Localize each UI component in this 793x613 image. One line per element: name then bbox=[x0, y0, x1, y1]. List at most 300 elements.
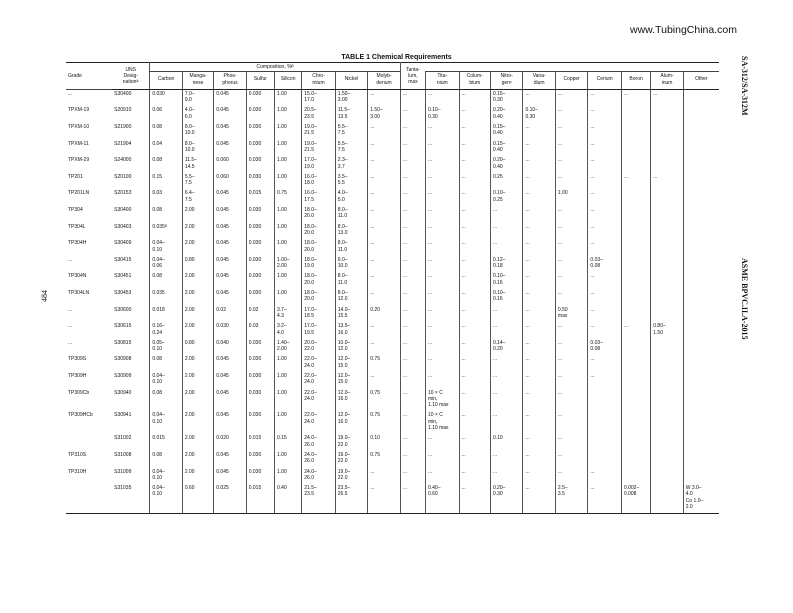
value-cell: ... bbox=[523, 189, 555, 206]
value-cell: 0.04– 0.10 bbox=[150, 484, 182, 514]
value-cell: 0.030 bbox=[246, 389, 274, 412]
value-cell: 11.5– 13.5 bbox=[335, 106, 367, 123]
value-cell: ... bbox=[523, 89, 555, 106]
value-cell: 2.00 bbox=[182, 434, 213, 451]
value-cell: 23.5– 26.5 bbox=[335, 484, 367, 514]
value-cell: 2.00 bbox=[182, 272, 213, 289]
value-cell: ... bbox=[400, 206, 425, 223]
value-cell: 3.7– 4.3 bbox=[275, 306, 302, 323]
value-cell: ... bbox=[368, 206, 401, 223]
value-cell: 0.045 bbox=[214, 272, 246, 289]
value-cell: 2.00 bbox=[182, 206, 213, 223]
value-cell: ... bbox=[459, 484, 490, 514]
value-cell: ... bbox=[490, 223, 522, 240]
table-row bbox=[66, 173, 719, 190]
value-cell: ... bbox=[400, 223, 425, 240]
value-cell: ... bbox=[459, 89, 490, 106]
grade-cell bbox=[66, 484, 112, 514]
table-row bbox=[66, 322, 719, 339]
value-cell: 18.0– 19.0 bbox=[302, 256, 336, 273]
value-cell: 0.015 bbox=[246, 434, 274, 451]
value-cell: ... bbox=[425, 189, 459, 206]
value-cell bbox=[683, 256, 719, 273]
value-cell: ... bbox=[400, 355, 425, 372]
value-cell: ... bbox=[400, 89, 425, 106]
value-cell: ... bbox=[523, 272, 555, 289]
value-cell: 20.0– 22.0 bbox=[302, 339, 336, 356]
value-cell: ... bbox=[400, 451, 425, 468]
value-cell: 2.00 bbox=[182, 372, 213, 389]
value-cell: ... bbox=[555, 322, 587, 339]
value-cell: 0.030 bbox=[246, 223, 274, 240]
value-cell: 0.75 bbox=[368, 389, 401, 412]
value-cell: 0.08 bbox=[150, 451, 182, 468]
column-header: Cerium bbox=[588, 72, 622, 90]
value-cell: ... bbox=[523, 123, 555, 140]
value-cell: 0.80 bbox=[182, 339, 213, 356]
value-cell: ... bbox=[621, 89, 650, 106]
value-cell: 1.00 bbox=[275, 389, 302, 412]
value-cell: ... bbox=[368, 272, 401, 289]
value-cell: ... bbox=[490, 451, 522, 468]
value-cell: 0.08 bbox=[150, 123, 182, 140]
value-cell: ... bbox=[400, 189, 425, 206]
value-cell bbox=[683, 411, 719, 434]
value-cell bbox=[588, 389, 622, 412]
value-cell bbox=[651, 484, 683, 514]
value-cell: 16.0– 17.5 bbox=[302, 189, 336, 206]
value-cell: 19.0– 22.0 bbox=[335, 468, 367, 485]
value-cell: 17.0– 19.0 bbox=[302, 156, 336, 173]
value-cell: 8.0– 11.0 bbox=[335, 239, 367, 256]
value-cell: 8.0– 11.0 bbox=[335, 206, 367, 223]
value-cell: 0.045 bbox=[214, 189, 246, 206]
grade-cell: TPXM-29 bbox=[68, 157, 90, 164]
value-cell: ... bbox=[588, 272, 622, 289]
table-row bbox=[66, 223, 719, 240]
grade-cell: ... bbox=[68, 256, 73, 263]
value-cell bbox=[651, 156, 683, 173]
value-cell: ... bbox=[368, 89, 401, 106]
value-cell: 4.0– 5.0 bbox=[335, 189, 367, 206]
table-row bbox=[66, 206, 719, 223]
uns-cell: S30400 bbox=[114, 207, 132, 214]
value-cell bbox=[683, 434, 719, 451]
value-cell: 12.0– 16.0 bbox=[335, 389, 367, 412]
table-row bbox=[66, 272, 719, 289]
value-cell: 0.030 bbox=[246, 451, 274, 468]
value-cell bbox=[683, 173, 719, 190]
value-cell: 8.0– 10.0 bbox=[182, 123, 213, 140]
value-cell: 0.03 bbox=[150, 189, 182, 206]
value-cell bbox=[683, 451, 719, 468]
column-header: Sulfur bbox=[246, 72, 274, 90]
uns-cell: S30600 bbox=[114, 306, 132, 313]
grade-cell: TP304H bbox=[68, 240, 87, 247]
value-cell bbox=[651, 206, 683, 223]
value-cell: 0.04– 0.10 bbox=[150, 239, 182, 256]
uns-cell: S30451 bbox=[114, 273, 132, 280]
value-cell: 0.045 bbox=[214, 123, 246, 140]
value-cell: 4.0– 6.0 bbox=[182, 106, 213, 123]
value-cell: 0.03 bbox=[246, 322, 274, 339]
grade-cell: ... bbox=[68, 323, 73, 330]
value-cell: ... bbox=[459, 156, 490, 173]
value-cell: 0.20 bbox=[368, 306, 401, 323]
value-cell: ... bbox=[425, 434, 459, 451]
value-cell bbox=[651, 451, 683, 468]
value-cell: ... bbox=[555, 140, 587, 157]
value-cell bbox=[621, 372, 650, 389]
value-cell bbox=[651, 256, 683, 273]
value-cell: ... bbox=[459, 140, 490, 157]
uns-cell: S31009 bbox=[114, 468, 132, 475]
grade-cell: TP309Cb bbox=[68, 389, 90, 396]
value-cell: 15.0– 17.0 bbox=[302, 89, 336, 106]
value-cell: 0.20– 0.40 bbox=[490, 156, 522, 173]
value-cell: ... bbox=[555, 106, 587, 123]
value-cell: 0.045 bbox=[214, 206, 246, 223]
value-cell: ... bbox=[555, 239, 587, 256]
value-cell: ... bbox=[425, 239, 459, 256]
value-cell: ... bbox=[400, 239, 425, 256]
value-cell bbox=[683, 223, 719, 240]
value-cell: 0.02 bbox=[214, 306, 246, 323]
value-cell: ... bbox=[400, 484, 425, 514]
value-cell: ... bbox=[425, 206, 459, 223]
grade-cell: TP304N bbox=[68, 273, 87, 280]
value-cell: ... bbox=[459, 223, 490, 240]
uns-cell: S30908 bbox=[114, 356, 132, 363]
value-cell: 0.08 bbox=[150, 206, 182, 223]
value-cell bbox=[621, 189, 650, 206]
grade-cell: TP304LN bbox=[68, 290, 90, 297]
value-cell: 0.50 max bbox=[555, 306, 587, 323]
table-header bbox=[66, 63, 719, 90]
value-cell: ... bbox=[588, 484, 622, 514]
value-cell: ... bbox=[425, 256, 459, 273]
value-cell: ... bbox=[400, 434, 425, 451]
value-cell: 0.035ᴰ bbox=[150, 223, 182, 240]
value-cell: 2.00 bbox=[182, 451, 213, 468]
value-cell: 0.08 bbox=[150, 272, 182, 289]
grade-cell: TPXM-19 bbox=[68, 107, 90, 114]
value-cell: 0.80 bbox=[182, 256, 213, 273]
value-cell: 17.0– 19.5 bbox=[302, 322, 336, 339]
value-cell: 0.10– 0.25 bbox=[490, 189, 522, 206]
value-cell: 0.030 bbox=[246, 239, 274, 256]
value-cell bbox=[651, 189, 683, 206]
value-cell: 0.15 bbox=[150, 173, 182, 190]
value-cell: ... bbox=[459, 256, 490, 273]
uns-cell: S24000 bbox=[114, 157, 132, 164]
value-cell: ... bbox=[523, 372, 555, 389]
value-cell bbox=[588, 434, 622, 451]
value-cell: ... bbox=[425, 322, 459, 339]
table-row bbox=[66, 468, 719, 485]
value-cell: 2.00 bbox=[182, 239, 213, 256]
value-cell: 9.0– 10.0 bbox=[335, 256, 367, 273]
value-cell: ... bbox=[523, 389, 555, 412]
value-cell bbox=[621, 140, 650, 157]
value-cell: ... bbox=[368, 189, 401, 206]
value-cell: ... bbox=[588, 173, 622, 190]
value-cell: 1.00– 2.00 bbox=[275, 256, 302, 273]
value-cell: ... bbox=[459, 239, 490, 256]
value-cell bbox=[683, 468, 719, 485]
value-cell: ... bbox=[523, 223, 555, 240]
value-cell: 19.0– 21.5 bbox=[302, 140, 336, 157]
value-cell bbox=[683, 306, 719, 323]
value-cell bbox=[651, 272, 683, 289]
value-cell bbox=[683, 123, 719, 140]
value-cell: ... bbox=[400, 306, 425, 323]
uns-cell: S30615 bbox=[114, 323, 132, 330]
column-header: Vana- dium bbox=[523, 72, 555, 90]
value-cell: ... bbox=[425, 156, 459, 173]
value-cell: 3.2– 4.0 bbox=[275, 322, 302, 339]
value-cell: 18.0– 20.0 bbox=[302, 223, 336, 240]
value-cell: ... bbox=[523, 206, 555, 223]
column-header: Other bbox=[683, 72, 719, 90]
value-cell: ... bbox=[555, 411, 587, 434]
value-cell: 2.00 bbox=[182, 389, 213, 412]
value-cell: 0.04 bbox=[150, 140, 182, 157]
value-cell: ... bbox=[368, 372, 401, 389]
value-cell: ... bbox=[523, 322, 555, 339]
uns-cell: S30941 bbox=[114, 412, 132, 419]
value-cell: 22.0– 24.0 bbox=[302, 411, 336, 434]
column-header: Alum- inum bbox=[651, 72, 683, 90]
value-cell: 1.40– 2.00 bbox=[275, 339, 302, 356]
value-cell bbox=[683, 355, 719, 372]
value-cell bbox=[683, 189, 719, 206]
value-cell: 0.03– 0.08 bbox=[588, 339, 622, 356]
value-cell: 0.015 bbox=[150, 434, 182, 451]
value-cell: 2.00 bbox=[182, 306, 213, 323]
value-cell bbox=[683, 239, 719, 256]
value-cell: ... bbox=[523, 484, 555, 514]
table-row bbox=[66, 434, 719, 451]
grade-header: Grade bbox=[66, 63, 112, 90]
value-cell: 0.25 bbox=[490, 173, 522, 190]
value-cell: 1.00 bbox=[275, 355, 302, 372]
value-cell: 2.00 bbox=[182, 468, 213, 485]
value-cell: ... bbox=[523, 173, 555, 190]
value-cell: ... bbox=[368, 123, 401, 140]
value-cell: ... bbox=[490, 372, 522, 389]
uns-cell: S30453 bbox=[114, 290, 132, 297]
value-cell: ... bbox=[425, 468, 459, 485]
value-cell: 24.0– 26.0 bbox=[302, 451, 336, 468]
grade-cell: TP310H bbox=[68, 468, 87, 475]
value-cell: ... bbox=[651, 173, 683, 190]
value-cell: ... bbox=[400, 156, 425, 173]
value-cell: 0.75 bbox=[368, 355, 401, 372]
value-cell bbox=[651, 389, 683, 412]
column-header: Carbon bbox=[150, 72, 182, 90]
value-cell: 0.04– 0.10 bbox=[150, 372, 182, 389]
value-cell: 0.030 bbox=[246, 256, 274, 273]
table-row bbox=[66, 411, 719, 434]
value-cell: ... bbox=[490, 322, 522, 339]
value-cell: 22.0– 24.0 bbox=[302, 355, 336, 372]
value-cell: 0.15– 0.30 bbox=[490, 89, 522, 106]
value-cell: ... bbox=[459, 355, 490, 372]
uns-cell: S30409 bbox=[114, 240, 132, 247]
value-cell: ... bbox=[523, 306, 555, 323]
value-cell: 0.40 bbox=[275, 484, 302, 514]
value-cell: 0.045 bbox=[214, 140, 246, 157]
table-row bbox=[66, 239, 719, 256]
column-header: Nickel bbox=[335, 72, 367, 90]
spec-designation: SA-312/SA-312M bbox=[740, 56, 749, 116]
grade-cell: TP310S bbox=[68, 451, 87, 458]
chemical-requirements-table bbox=[66, 62, 719, 514]
value-cell: 0.045 bbox=[214, 106, 246, 123]
value-cell: ... bbox=[555, 223, 587, 240]
value-cell: ... bbox=[490, 239, 522, 256]
value-cell: 0.030 bbox=[246, 372, 274, 389]
value-cell: ... bbox=[523, 140, 555, 157]
value-cell bbox=[651, 434, 683, 451]
value-cell: 0.75 bbox=[368, 411, 401, 434]
value-cell bbox=[621, 223, 650, 240]
grade-cell bbox=[66, 434, 112, 451]
value-cell: 8.0– 11.0 bbox=[335, 272, 367, 289]
value-cell: ... bbox=[523, 256, 555, 273]
uns-header: UNS Desig- nationᴬ bbox=[112, 63, 150, 90]
value-cell bbox=[621, 355, 650, 372]
value-cell: ... bbox=[400, 123, 425, 140]
value-cell: 2.00 bbox=[182, 411, 213, 434]
uns-cell: S20910 bbox=[114, 107, 132, 114]
uns-cell: S30403 bbox=[114, 223, 132, 230]
value-cell: 0.045 bbox=[214, 372, 246, 389]
value-cell bbox=[621, 289, 650, 306]
table-row bbox=[66, 339, 719, 356]
value-cell bbox=[683, 106, 719, 123]
value-cell: ... bbox=[400, 322, 425, 339]
column-header: Colum- bium bbox=[459, 72, 490, 90]
value-cell: 18.0– 20.0 bbox=[302, 289, 336, 306]
value-cell: 18.0– 20.0 bbox=[302, 206, 336, 223]
uns-cell: S31035 bbox=[112, 484, 150, 514]
value-cell: ... bbox=[368, 484, 401, 514]
uns-cell: S30909 bbox=[114, 372, 132, 379]
value-cell: ... bbox=[400, 372, 425, 389]
value-cell: 1.00 bbox=[275, 272, 302, 289]
value-cell: W 3.0– 4.0 Co 1.0– 2.0 bbox=[683, 484, 719, 514]
value-cell: 0.08 bbox=[150, 389, 182, 412]
value-cell: 0.75 bbox=[275, 189, 302, 206]
value-cell: ... bbox=[490, 468, 522, 485]
value-cell: 1.00 bbox=[275, 372, 302, 389]
uns-cell: S20100 bbox=[114, 173, 132, 180]
uns-cell: S20153 bbox=[114, 190, 132, 197]
value-cell: ... bbox=[555, 123, 587, 140]
value-cell: ... bbox=[425, 289, 459, 306]
grade-cell: ... bbox=[68, 306, 73, 313]
value-cell bbox=[621, 206, 650, 223]
value-cell: 0.10– 0.30 bbox=[523, 106, 555, 123]
value-cell: 0.10 bbox=[490, 434, 522, 451]
value-cell: 0.018 bbox=[150, 306, 182, 323]
value-cell: ... bbox=[555, 372, 587, 389]
value-cell bbox=[683, 89, 719, 106]
value-cell: 11.5– 14.5 bbox=[182, 156, 213, 173]
value-cell: 5.5– 7.5 bbox=[182, 173, 213, 190]
uns-cell: S21900 bbox=[114, 124, 132, 131]
value-cell: 0.08 bbox=[150, 355, 182, 372]
value-cell: ... bbox=[490, 306, 522, 323]
table-row bbox=[66, 140, 719, 157]
value-cell: 20.5– 23.5 bbox=[302, 106, 336, 123]
value-cell: 0.030 bbox=[246, 289, 274, 306]
value-cell: 0.045 bbox=[214, 256, 246, 273]
value-cell: 0.015 bbox=[246, 484, 274, 514]
value-cell: ... bbox=[523, 239, 555, 256]
uns-cell: S30415 bbox=[114, 256, 132, 263]
site-watermark: www.TubingChina.com bbox=[630, 24, 737, 36]
value-cell: ... bbox=[459, 339, 490, 356]
uns-cell: S30940 bbox=[114, 389, 132, 396]
grade-cell: TP309S bbox=[68, 356, 87, 363]
value-cell bbox=[651, 355, 683, 372]
value-cell: ... bbox=[459, 372, 490, 389]
value-cell bbox=[621, 239, 650, 256]
value-cell: ... bbox=[425, 306, 459, 323]
value-cell: 0.045 bbox=[214, 223, 246, 240]
value-cell: 0.60 bbox=[182, 484, 213, 514]
value-cell: 0.002– 0.008 bbox=[621, 484, 650, 514]
value-cell: 8.0– 13.0 bbox=[335, 223, 367, 240]
value-cell: ... bbox=[400, 411, 425, 434]
value-cell: 0.06 bbox=[150, 106, 182, 123]
value-cell: 0.035 bbox=[150, 289, 182, 306]
value-cell bbox=[683, 389, 719, 412]
value-cell: 1.50– 3.00 bbox=[335, 89, 367, 106]
value-cell bbox=[621, 123, 650, 140]
value-cell: 0.16– 0.24 bbox=[150, 322, 182, 339]
table-row bbox=[66, 289, 719, 306]
table-row bbox=[66, 389, 719, 412]
column-header: Silicon bbox=[275, 72, 302, 90]
value-cell: 6.4– 7.5 bbox=[182, 189, 213, 206]
grade-cell: TPXM-10 bbox=[68, 124, 90, 131]
value-cell: ... bbox=[555, 355, 587, 372]
value-cell: 0.030 bbox=[246, 123, 274, 140]
value-cell: ... bbox=[490, 355, 522, 372]
value-cell bbox=[651, 289, 683, 306]
value-cell: 2.00 bbox=[182, 355, 213, 372]
value-cell: ... bbox=[425, 223, 459, 240]
grade-cell: ... bbox=[68, 339, 73, 346]
code-section: ASME BPVC.II.A-2015 bbox=[740, 258, 749, 340]
value-cell: 0.040 bbox=[214, 339, 246, 356]
value-cell: ... bbox=[523, 355, 555, 372]
value-cell: ... bbox=[459, 123, 490, 140]
value-cell: 7.0– 9.0 bbox=[182, 89, 213, 106]
value-cell bbox=[683, 140, 719, 157]
value-cell: 12.0– 15.0 bbox=[335, 372, 367, 389]
column-header: Nitro- genᶜ bbox=[490, 72, 522, 90]
value-cell: ... bbox=[368, 339, 401, 356]
value-cell: ... bbox=[459, 434, 490, 451]
value-cell: 0.04– 0.10 bbox=[150, 468, 182, 485]
value-cell: 14.0– 15.5 bbox=[335, 306, 367, 323]
value-cell: ... bbox=[368, 156, 401, 173]
